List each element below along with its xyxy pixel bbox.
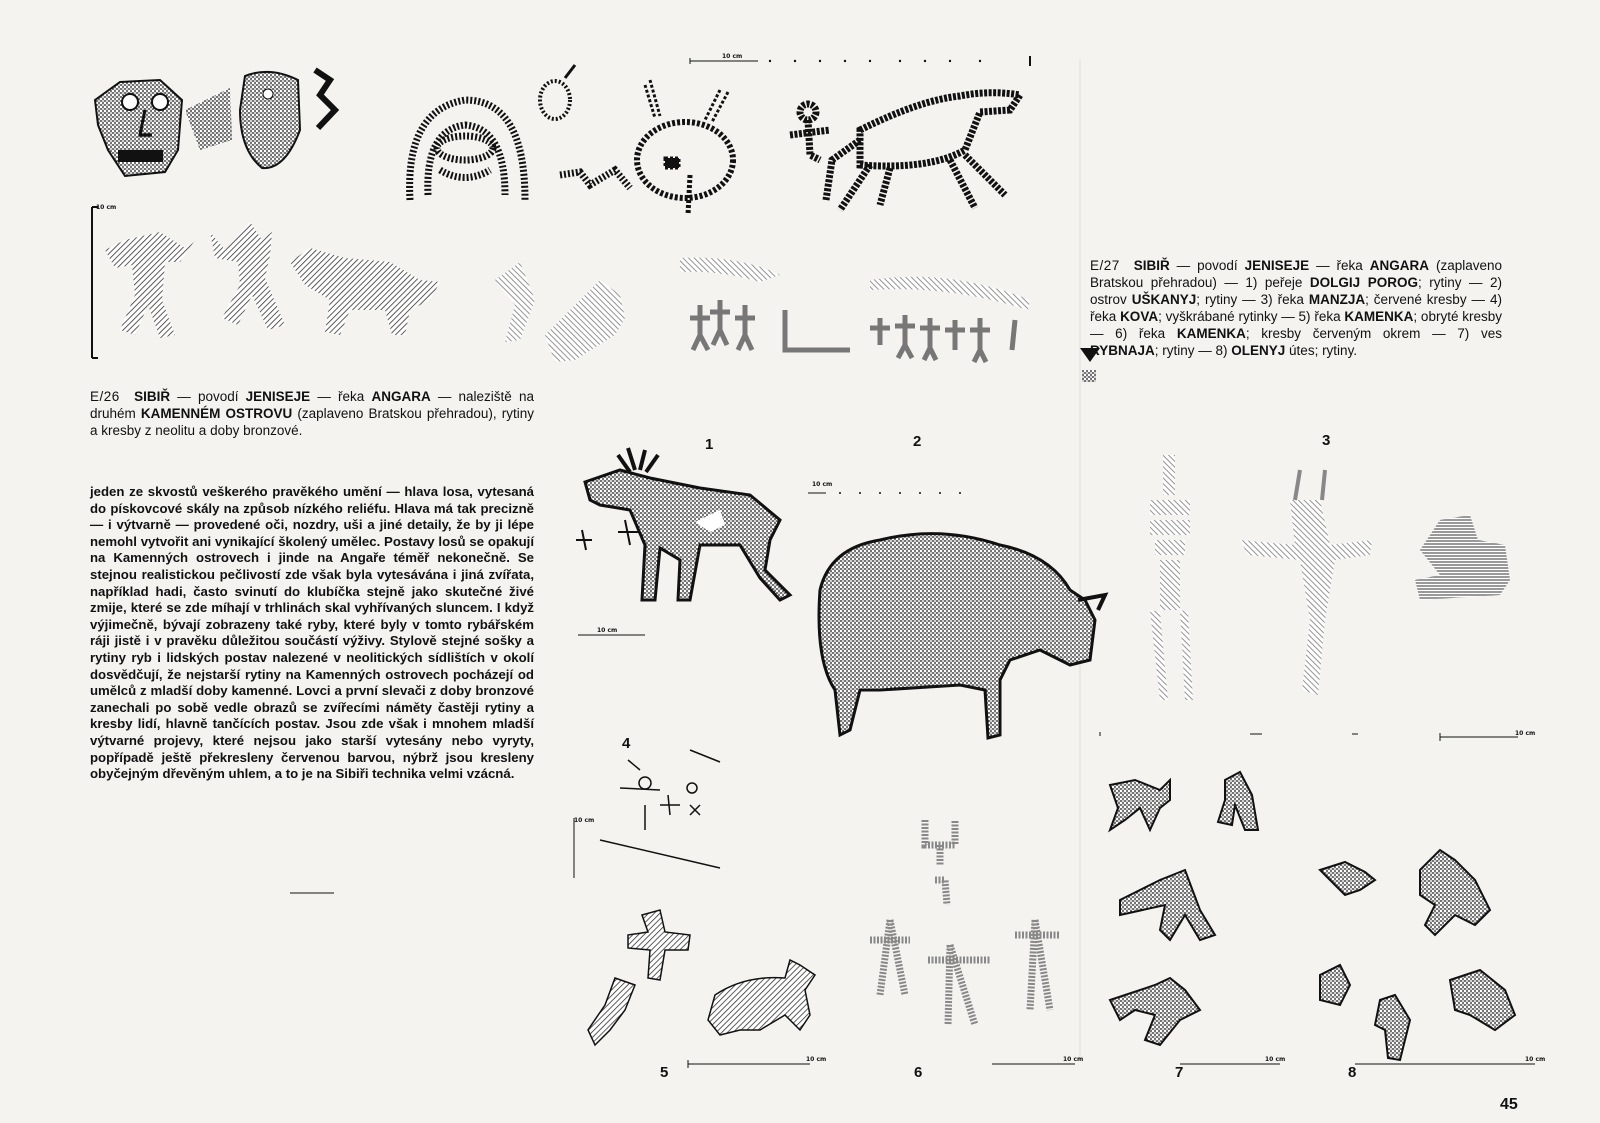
grey-figures-glyph (495, 258, 1030, 362)
hatched-animals-glyph (588, 910, 815, 1045)
caption-term: KAMENKA (1344, 309, 1414, 324)
scale-label: 10 cm (597, 627, 618, 634)
scale-label: 10 cm (812, 481, 833, 488)
stippled-hunters-glyph (1110, 772, 1515, 1060)
caption-term: KOVA (1120, 309, 1159, 324)
scale-label: 10 cm (806, 1056, 827, 1063)
scale-label: 10 cm (96, 204, 117, 211)
caption-term: UŠKANYJ (1131, 292, 1197, 307)
mask-faces-glyph (95, 70, 335, 176)
caption-id: E/26 (90, 389, 120, 404)
figure-number: 6 (914, 1064, 923, 1081)
figure-number: 4 (622, 735, 631, 752)
caption-text: ; rytiny — 3) řeka (1196, 292, 1309, 307)
small-engravings-glyph (600, 750, 720, 868)
moose-glyph (576, 448, 790, 600)
caption-term: DOLGIJ POROG (1309, 275, 1418, 290)
figure-number: 7 (1175, 1064, 1184, 1081)
page-number: 45 (1500, 1096, 1518, 1113)
body-text: jeden ze skvostů veškerého pravěkého umění — hlava losa, vytesaná do pískovcové skály na způsob nízkého reliéfu. Hlava má tak precizně — i výtvarně — provedené oči, nozdry, uši a jiné detaily, že by ji lépe nemohl vytvořit ani vynikající školený umělec. Postavy losů se opakují na Kamenných ostrovech i jinde na Angaře téměř nekonečně. Se stejnou realistickou pečlivostí zde však byla vytesávána i jiná zvířata, například hadi, často svinutí do klubíčka stejně jako skutečné živé zmije, které se zde míhají v trhlinách skal vyhřívaných sluncem. I když výjimečně, bývají zobrazeny také ryby, které byly v tomto rybářském ráji jistě i v pravěku důležitou součástí výživy. Stylově stejné sošky a rytiny ryb i lidských postav nalezené v neolitických sídlištích v okolí dosvědčují, že nejstarší rytiny na Kamenných ostrovech pocházejí od umělců z mladší doby kamenné. Lovci a první slevači z doby bronzové zanechali po sobě vedle obrazů se zvířecími náměty častěji rytiny a kresby lidí, hlavně tančících postav. Jsou zde však i mnohem mladší výtvarné projevy, které nejsou jako starší vytesány nebo vyryty, popřípadě ještě překresleny červenou barvou, nýbrž jsou kresleny obyčejným dřevěným uhlem, a to je na Sibiři technika velmi vzácná. (90, 484, 534, 782)
figure-number: 8 (1348, 1064, 1357, 1081)
caption-term: KAMENKA (1176, 326, 1246, 341)
caption-term: JENISEJE (1244, 258, 1310, 273)
caption-text: ; rytiny — 2) ostrov (1090, 275, 1502, 307)
scale-label: 10 cm (722, 53, 743, 60)
caption-text: útes; rytiny. (1285, 343, 1358, 358)
caption-text: ; obryté kresby — 6) řeka (1090, 309, 1503, 341)
caption-term: ANGARA (1369, 258, 1429, 273)
caption-text: — naleziště na druhém (90, 389, 534, 421)
caption-text: (zaplaveno Bratskou přehradou) — 1) peřeje (1090, 258, 1502, 290)
hatched-tall-figures (1150, 455, 1372, 700)
caption-term: SIBIŘ (134, 389, 171, 404)
scale-label: 10 cm (1515, 730, 1536, 737)
horned-head-glyph (637, 80, 733, 215)
figure-number: 5 (660, 1064, 669, 1081)
caption-term: RYBNAJA (1090, 343, 1155, 358)
bison-glyph (819, 534, 1105, 738)
caption-term: KAMENNÉM OSTROVU (140, 406, 293, 421)
caption-term: MANZJA (1308, 292, 1366, 307)
hatched-stripe-animal (1415, 515, 1510, 600)
figure-number: 2 (913, 433, 922, 450)
caption-term: ANGARA (371, 389, 431, 404)
caption-text: — povodí (1169, 258, 1245, 273)
caption-text: — řeka (310, 389, 372, 404)
scale-label: 10 cm (1265, 1056, 1286, 1063)
stick-figures-row (690, 300, 1015, 362)
caption-text: ; červené kresby — 4) řeka (1090, 292, 1502, 324)
caption-text: (zaplaveno Bratskou přehradou), rytiny a kresby z neolitu a doby bronzové. (90, 406, 534, 438)
concentric-face-glyph (410, 100, 525, 200)
scale-label: 10 cm (574, 817, 595, 824)
caption-id: E/27 (1090, 258, 1120, 273)
grey-stick-figures (870, 820, 1060, 1025)
figure-number: 1 (705, 436, 714, 453)
caption-text: ; vyškrábané rytinky — 5) řeka (1158, 309, 1345, 324)
caption-e26 (90, 388, 534, 439)
caption-text: ; rytiny — 8) (1154, 343, 1232, 358)
scale-label: 10 cm (1063, 1056, 1084, 1063)
caption-text: — povodí (170, 389, 246, 404)
caption-term: JENISEJE (245, 389, 311, 404)
scale-label: 10 cm (1525, 1056, 1546, 1063)
figure-number: 3 (1322, 432, 1331, 449)
caption-e27 (1090, 257, 1502, 359)
caption-text: — řeka (1309, 258, 1370, 273)
horse-rider-glyph (790, 93, 1020, 210)
caption-term: SIBIŘ (1133, 258, 1170, 273)
dancing-figures-glyph (105, 222, 440, 338)
caption-term: OLENYJ (1231, 343, 1286, 358)
caption-text: ; kresby červeným okrem — 7) ves (1245, 326, 1502, 341)
